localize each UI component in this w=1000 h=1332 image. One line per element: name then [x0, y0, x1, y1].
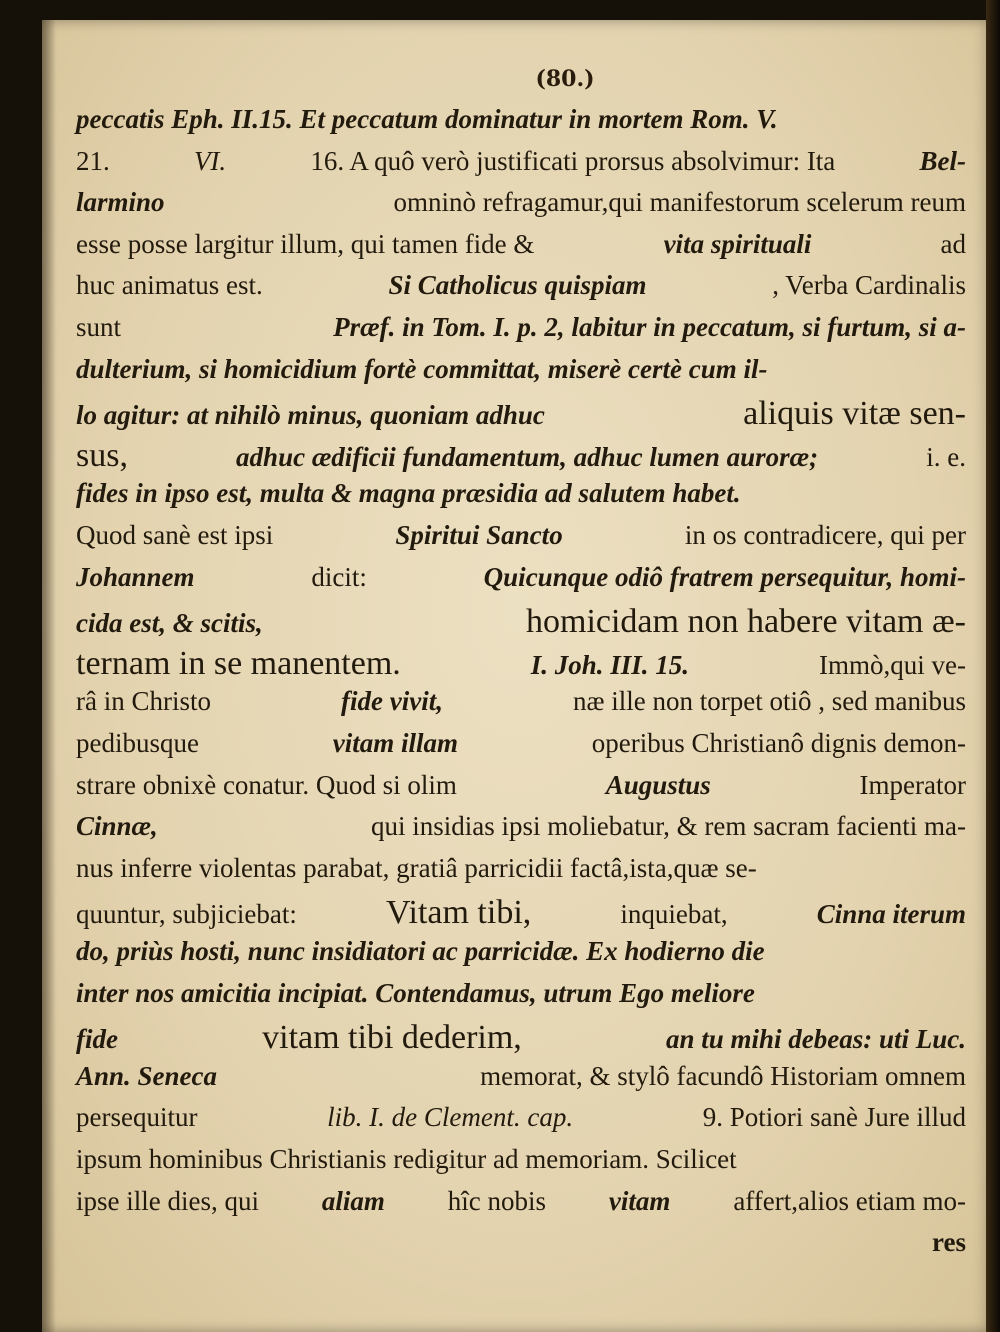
text-line	[76, 395, 966, 439]
text-line	[76, 229, 966, 273]
text-segment: sunt	[76, 312, 122, 342]
text-segment: inquiebat,	[620, 899, 728, 930]
text-segment: , Verba Cardinalis	[772, 270, 966, 301]
text-segment: I. Joh. III. 15.	[530, 649, 690, 680]
text-segment: Quicunque odiô fratrem persequitur, homi-	[483, 561, 966, 592]
text-segment: ternam in se manentem.	[76, 644, 401, 682]
text-segment: peccatis Eph. II.15. Et peccatum dominatur in mortem Rom. V.	[76, 104, 778, 134]
text-segment: ad	[940, 228, 966, 259]
text-segment: nus inferre violentas parabat, gratiâ parricidii factâ,ista,quæ se-	[76, 852, 757, 883]
text-segment: 9. Potiori sanè Jure illud	[702, 1102, 966, 1133]
text-segment: an tu mihi debeas: uti Luc.	[665, 1024, 966, 1055]
page-edge	[986, 0, 1000, 1332]
text-segment: strare obnixè conatur. Quod si olim	[76, 769, 457, 800]
text-segment: Vitam tibi,	[385, 894, 532, 932]
text-segment: memorat, & stylô facundô Historiam omnem	[480, 1060, 966, 1091]
text-segment: Præf. in Tom. I. p. 2, labitur in peccatum, si furtum, si a-	[333, 312, 966, 342]
text-segment: dulterium, si homicidium fortè committat, miserè certè cum il-	[76, 353, 768, 384]
text-segment: fide	[76, 1024, 118, 1055]
text-segment: res	[932, 1227, 966, 1258]
text-segment: Ann. Seneca	[76, 1060, 218, 1091]
text-segment: quuntur, subjiciebat:	[76, 899, 297, 930]
text-segment: do, priùs hosti, nunc insidiatori ac parricidæ. Ex hodierno die	[76, 936, 765, 966]
text-segment: 21.	[76, 145, 110, 176]
text-segment: Imperator	[859, 769, 966, 800]
text-segment: affert,alios etiam mo-	[733, 1185, 966, 1216]
text-line	[76, 1144, 966, 1188]
text-segment: Spiritui Sancto	[395, 520, 563, 550]
text-segment: VI.	[193, 145, 227, 176]
text-segment: ipse ille dies, qui	[76, 1185, 259, 1216]
text-line	[76, 770, 966, 814]
text-segment: ipsum hominibus Christianis redigitur ad memoriam. Scilicet	[76, 1144, 737, 1174]
text-segment: Augustus	[605, 769, 711, 800]
text-line	[76, 645, 966, 689]
text-segment: cida est, & scitis,	[76, 608, 263, 639]
text-line	[76, 146, 966, 190]
text-line	[76, 811, 966, 855]
text-segment: aliam	[321, 1185, 385, 1216]
page-gutter-shadow	[42, 20, 56, 1332]
text-line	[76, 270, 966, 314]
text-segment: homicidam non habere vitam æ-	[526, 603, 966, 641]
text-line	[76, 104, 966, 148]
text-segment: operibus Christianô dignis demon-	[591, 728, 966, 758]
text-segment: dicit:	[311, 561, 367, 592]
text-segment: Cinnæ,	[76, 811, 158, 842]
text-line	[76, 1102, 966, 1146]
text-line	[76, 1061, 966, 1105]
text-segment: i. e.	[926, 441, 966, 472]
text-segment: vitam illam	[332, 728, 458, 758]
text-line	[76, 478, 966, 522]
text-segment: lib. I. de Clement. cap.	[327, 1102, 574, 1133]
text-segment: vita spirituali	[663, 228, 812, 259]
text-segment: inter nos amicitia incipiat. Contendamus, utrum Ego meliore	[76, 977, 755, 1008]
text-line	[76, 520, 966, 564]
text-segment: 16. A quô verò justificati prorsus absolvimur: Ita	[310, 145, 836, 176]
text-segment: omninò refragamur,qui manifestorum scelerum reum	[393, 187, 966, 218]
text-segment: in os contradicere, qui per	[684, 520, 966, 550]
text-segment: aliquis vitæ sen-	[743, 395, 966, 433]
text-segment: vitam	[608, 1185, 671, 1216]
text-segment: adhuc ædificii fundamentum, adhuc lumen auroræ;	[236, 441, 819, 472]
text-segment: larmino	[76, 187, 165, 218]
text-segment: Cinna iterum	[816, 899, 966, 930]
text-line	[76, 686, 966, 730]
text-line	[76, 312, 966, 356]
text-line	[76, 853, 966, 897]
page-number: (80.)	[535, 66, 595, 92]
text-segment: sus,	[76, 436, 128, 474]
text-line	[76, 562, 966, 606]
text-segment: pedibusque	[76, 728, 199, 758]
text-segment: esse posse largitur illum, qui tamen fide &	[76, 228, 535, 259]
text-line	[76, 354, 966, 398]
text-segment: Bel-	[919, 145, 966, 176]
text-segment: fides in ipso est, multa & magna præsidia ad salutem habet.	[76, 478, 741, 509]
text-segment: Quod sanè est ipsi	[76, 520, 274, 550]
text-segment: Si Catholicus quispiam	[388, 270, 647, 301]
text-segment: lo agitur: at nihilò minus, quoniam adhuc	[76, 400, 545, 431]
text-line	[76, 603, 966, 647]
text-segment: huc animatus est.	[76, 270, 263, 301]
text-segment: hîc nobis	[447, 1185, 547, 1216]
text-segment: Immò,qui ve-	[819, 649, 966, 680]
text-line	[76, 187, 966, 231]
text-line	[76, 936, 966, 980]
text-segment: vitam tibi dederim,	[262, 1019, 522, 1057]
text-segment: qui insidias ipsi moliebatur, & rem sacram facienti ma-	[370, 811, 966, 842]
text-line	[76, 437, 966, 481]
text-line	[76, 1019, 966, 1063]
text-segment: râ in Christo	[76, 686, 211, 717]
text-segment: næ ille non torpet otiô , sed manibus	[573, 686, 966, 717]
text-line	[76, 728, 966, 772]
text-segment: fide vivit,	[341, 686, 443, 717]
text-line	[76, 1186, 966, 1230]
text-line	[76, 978, 966, 1022]
text-line	[76, 1227, 966, 1271]
text-segment: persequitur	[76, 1102, 198, 1133]
text-line	[76, 894, 966, 938]
text-segment: Johannem	[76, 561, 195, 592]
